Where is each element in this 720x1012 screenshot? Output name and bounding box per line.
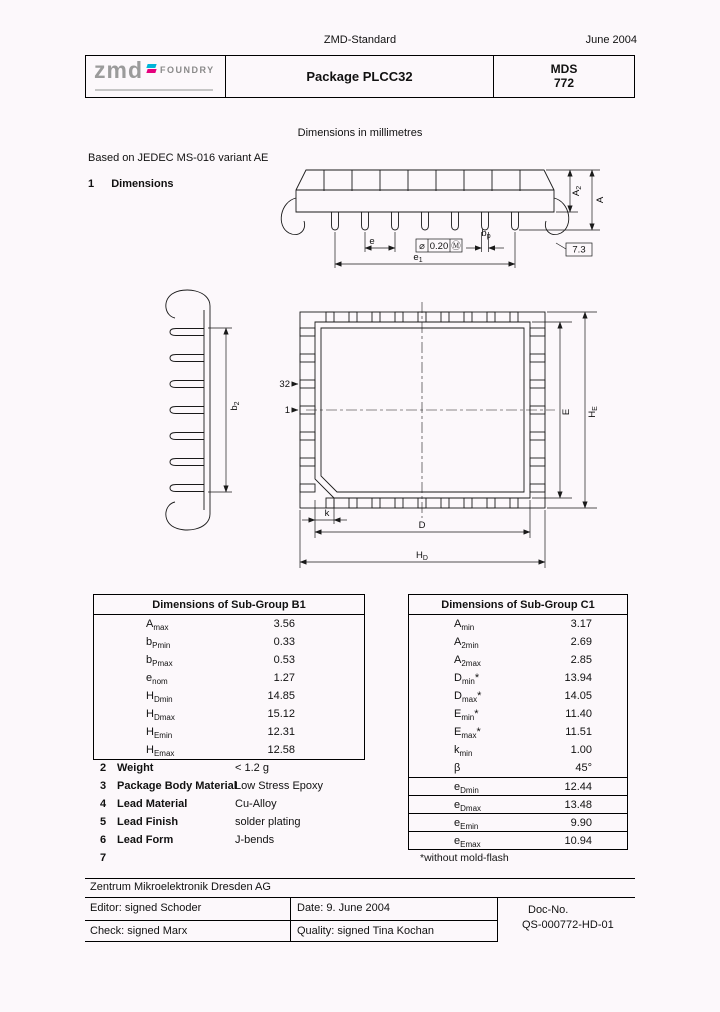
end-view <box>166 290 210 530</box>
pin-1-label: 1 <box>284 405 290 416</box>
dim-label-d: D <box>418 520 426 531</box>
zmd-logo: zmd <box>94 57 143 83</box>
footer-rule <box>85 878 635 879</box>
logo-cell <box>86 56 226 97</box>
table-row: $A_{2min}$ 2.69 <box>454 636 592 651</box>
dim-label-E: E <box>561 408 572 416</box>
table-row: $e_{Dmin}$ 12.44 <box>409 777 627 795</box>
table-row: $b_{Pmin}$ 0.33 <box>146 636 295 651</box>
doc-number-label: Doc-No. <box>528 904 569 916</box>
footer-table-top-line <box>85 897 635 898</box>
document-title: Package PLCC32 <box>226 56 494 97</box>
side-view <box>281 170 569 235</box>
table-row: $k_{min}$ 1.00 <box>454 744 592 759</box>
section-title: Dimensions <box>111 178 174 190</box>
top-view-centerlines <box>306 302 555 518</box>
quality-field: Quality: signed Tina Kochan <box>297 925 434 937</box>
mold-flash-footnote: *without mold-flash <box>420 852 509 864</box>
table-row: β 45° <box>454 762 592 774</box>
table-row: $E_{min}*$ 11.40 <box>454 708 592 723</box>
check-field: Check: signed Marx <box>90 925 188 937</box>
property-row: 6 Lead Form J-bends <box>100 834 275 846</box>
top-view-dimensions <box>292 312 597 568</box>
table-subgroup-b1 <box>93 594 365 760</box>
dim-label-k: k <box>324 508 330 519</box>
section-number: 1 <box>88 178 95 190</box>
table-subgroup-c1 <box>408 594 628 850</box>
mds-value: 772 <box>553 76 575 90</box>
jedec-note: Based on JEDEC MS-016 variant AE <box>88 152 269 164</box>
table-row: $D_{min}*$ 13.94 <box>454 672 592 687</box>
editor-field: Editor: signed Schoder <box>90 902 202 914</box>
dim-label-he: $H_E$ <box>587 406 599 418</box>
table-row: $D_{max}*$ 14.05 <box>454 690 592 705</box>
dim-label-a: A <box>595 196 606 204</box>
table-row: $A_{2max}$ 2.85 <box>454 654 592 669</box>
table-row: $H_{Emax}$ 12.58 <box>146 744 295 759</box>
property-row: 3 Package Body Material Low Stress Epoxy <box>100 780 324 792</box>
company-name: Zentrum Mikroelektronik Dresden AG <box>90 881 271 893</box>
side-view-dimensions <box>335 170 600 268</box>
title-block <box>85 55 635 98</box>
technical-drawing <box>120 160 640 585</box>
table-row: $E_{max}*$ 11.51 <box>454 726 592 741</box>
table-row: $b_{Pmax}$ 0.53 <box>146 654 295 669</box>
date-field: Date: 9. June 2004 <box>297 902 390 914</box>
foundry-label: FOUNDRY <box>160 65 215 75</box>
table-row: $e_{Emax}$ 10.94 <box>409 831 627 849</box>
footer-table-mid-line <box>85 920 497 921</box>
table-row: $e_{Emin}$ 9.90 <box>409 813 627 831</box>
mds-label: MDS <box>550 62 578 76</box>
table-row: $e_{Dmax}$ 13.48 <box>409 795 627 813</box>
table-row: $H_{Dmin}$ 14.85 <box>146 690 295 705</box>
table-row: $H_{Dmax}$ 15.12 <box>146 708 295 723</box>
date-label: June 2004 <box>585 34 637 46</box>
table-b1-title: Dimensions of Sub-Group B1 <box>94 595 364 615</box>
dim-label-e: e <box>369 236 375 247</box>
tolerance-value: 0.20 <box>429 241 449 252</box>
table-row: $H_{Emin}$ 12.31 <box>146 726 295 741</box>
table-c1-title: Dimensions of Sub-Group C1 <box>409 595 627 615</box>
footer-divider-2 <box>497 897 498 942</box>
tolerance-symbol: ⌀ <box>419 241 425 252</box>
table-row: $A_{max}$ 3.56 <box>146 618 295 633</box>
units-note: Dimensions in millimetres <box>297 127 423 139</box>
doc-number-value: QS-000772-HD-01 <box>522 919 614 931</box>
property-row: 7 <box>100 852 107 864</box>
tolerance-modifier: Ⓜ <box>451 241 461 252</box>
table-row: $e_{nom}$ 1.27 <box>146 672 295 687</box>
dim-label-a2: $A_2$ <box>571 185 583 197</box>
property-row: 5 Lead Finish solder plating <box>100 816 301 828</box>
dim-label-b2: $b_2$ <box>229 401 241 411</box>
zmd-logo-mark-icon <box>147 64 156 73</box>
logo-tagline-rule <box>95 89 213 91</box>
pin-32-label: 32 <box>279 379 290 390</box>
dim-label-bp: $b_p$ <box>481 228 491 240</box>
detail-reference-label: 7.3 <box>572 244 586 256</box>
footer-table-bottom-line <box>85 941 497 942</box>
dim-label-hd: $H_D$ <box>416 550 428 562</box>
dim-label-e1: $e_1$ <box>413 252 423 264</box>
footer-divider-1 <box>290 897 291 942</box>
property-row: 2 Weight < 1.2 g <box>100 762 269 774</box>
standard-label: ZMD-Standard <box>323 34 397 46</box>
property-row: 4 Lead Material Cu-Alloy <box>100 798 277 810</box>
mds-number <box>494 56 634 97</box>
table-row: $A_{min}$ 3.17 <box>454 618 592 633</box>
